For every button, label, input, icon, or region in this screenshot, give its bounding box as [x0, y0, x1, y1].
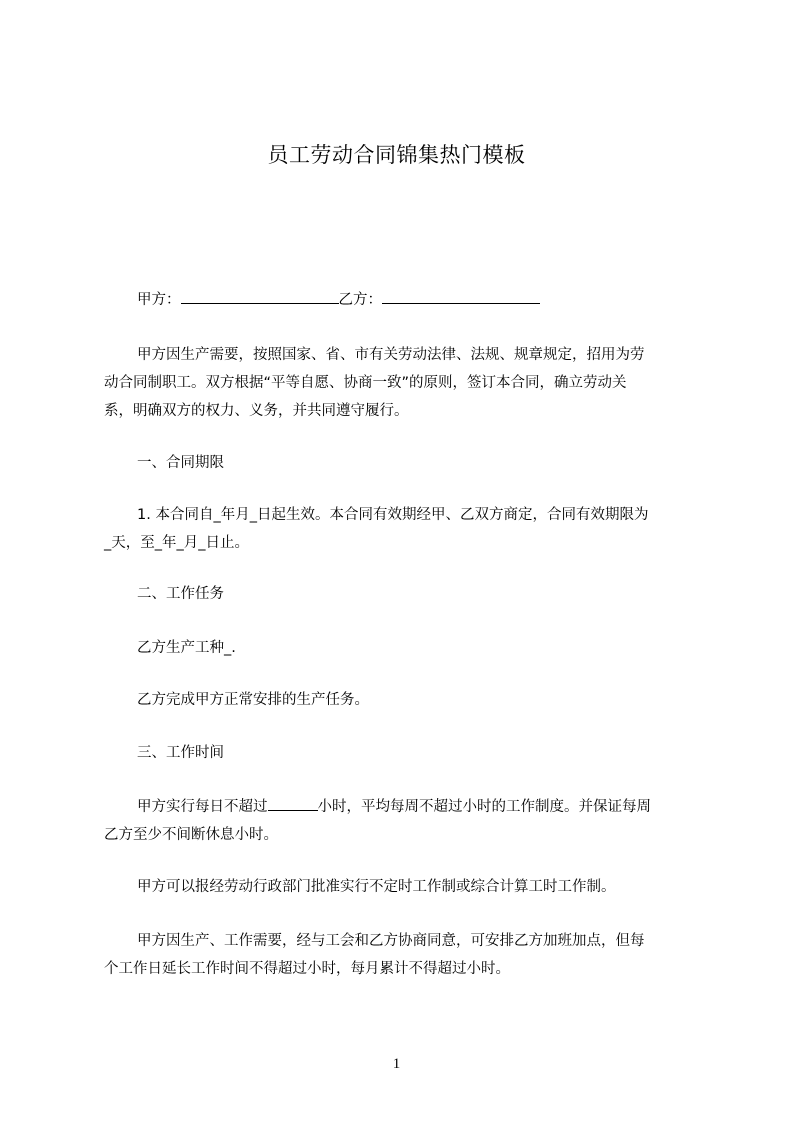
section-3-paragraph-1-line-1 — [104, 793, 737, 821]
section-2-heading: 二、工作任务 — [137, 586, 224, 602]
section-2-paragraph-1: 乙方生产工种_. — [137, 640, 236, 656]
party-b-blank[interactable] — [382, 289, 540, 304]
section-1-paragraph-line-1: 1. 本合同自_年月_日起生效。本合同有效期经甲、乙双方商定，合同有效期限为 — [137, 507, 649, 523]
section-3-p1-before-blank: 甲方实行每日不超过 — [137, 799, 268, 815]
intro-line-2: 动合同制职工。双方根据“平等自愿、协商一致”的原则，签订本合同，确立劳动关 — [104, 375, 627, 391]
intro-line-1: 甲方因生产需要，按照国家、省、市有关劳动法律、法规、规章规定，招用为劳 — [137, 347, 645, 363]
parties-line — [104, 286, 737, 314]
document-title: 员工劳动合同锦集热门模板 — [267, 143, 526, 167]
party-a-label: 甲方： — [137, 292, 181, 308]
section-3-paragraph-1-line-2: 乙方至少不间断休息小时。 — [104, 827, 278, 843]
page-number: 1 — [392, 1056, 401, 1072]
section-3-paragraph-3-line-1: 甲方因生产、工作需要，经与工会和乙方协商同意，可安排乙方加班加点，但每 — [137, 933, 645, 949]
section-3-p1-after-blank: 小时，平均每周不超过小时的工作制度。并保证每周 — [317, 799, 651, 815]
section-3-paragraph-2: 甲方可以报经劳动行政部门批准实行不定时工作制或综合计算工时工作制。 — [137, 879, 616, 895]
daily-hours-blank[interactable] — [268, 796, 318, 811]
section-1-heading: 一、合同期限 — [137, 455, 224, 471]
party-b-label: 乙方： — [338, 292, 382, 308]
section-2-paragraph-2: 乙方完成甲方正常安排的生产任务。 — [137, 692, 369, 708]
section-3-heading: 三、工作时间 — [137, 745, 224, 761]
section-3-paragraph-3-line-2: 个工作日延长工作时间不得超过小时，每月累计不得超过小时。 — [104, 961, 510, 977]
intro-line-3: 系，明确双方的权力、义务，并共同遵守履行。 — [104, 403, 409, 419]
party-a-blank[interactable] — [181, 289, 339, 304]
section-1-paragraph-line-2: _天，至_年_月_日止。 — [104, 535, 249, 551]
